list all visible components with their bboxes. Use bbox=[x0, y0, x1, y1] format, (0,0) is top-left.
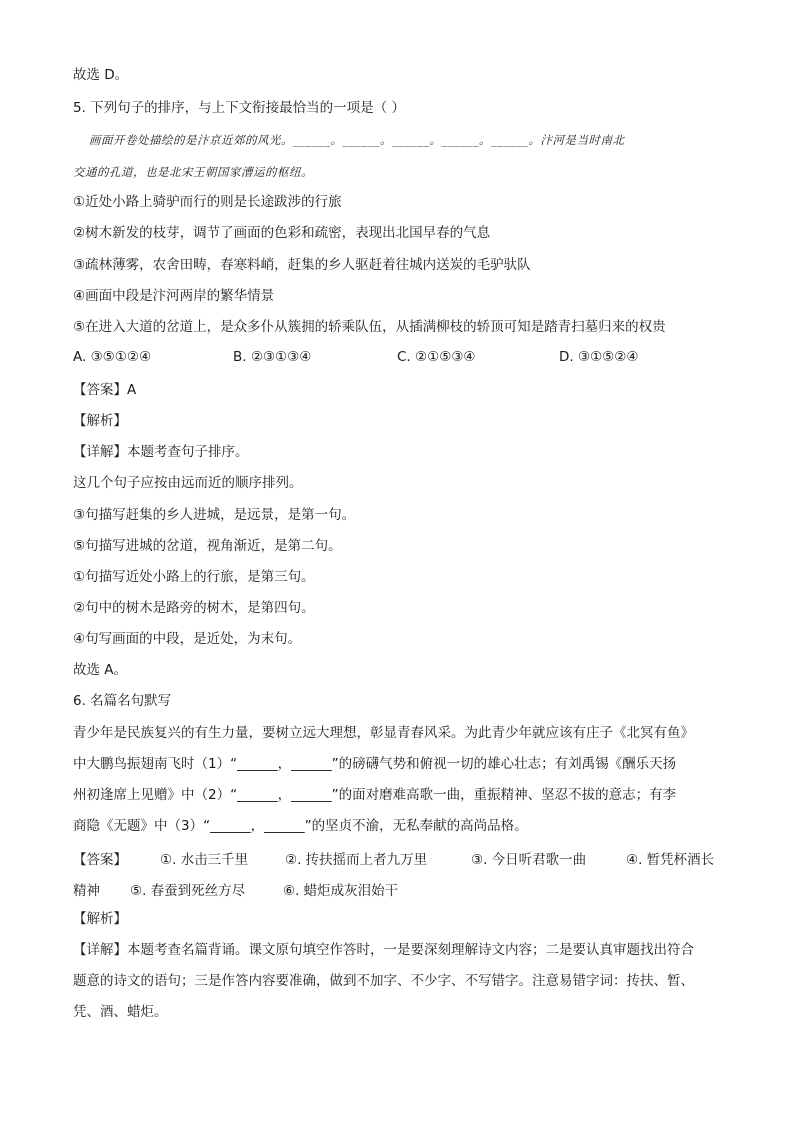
sentence-4: ④画面中段是汴河两岸的繁华情景 bbox=[73, 288, 275, 304]
sentence-2: ②树木新发的枝芽，调节了画面的色彩和疏密，表现出北国早春的气息 bbox=[73, 225, 491, 241]
detail-text: 故选 A。 bbox=[73, 662, 128, 678]
detail-text: 题意的诗文的语句；三是作答内容要准确，做到不加字、不少字、不写错字。注意易错字词：抟扶、暂、 bbox=[73, 973, 694, 989]
option-b: B. ②③①③④ bbox=[233, 349, 312, 365]
detail-text: 凭、酒、蜡炬。 bbox=[73, 1004, 168, 1020]
answer-item: 精神 bbox=[73, 883, 100, 899]
passage-quote: 画面开卷处描绘的是汴京近郊的风光。______。______。______。______。______。汴河是当时南北 bbox=[89, 133, 625, 147]
answer-label: 【答案】 bbox=[73, 852, 127, 868]
analysis-label: 【解析】 bbox=[73, 413, 127, 429]
detail-text: ②句中的树木是路旁的树木，是第四句。 bbox=[73, 600, 315, 616]
sentence-1: ①近处小路上骑驴而行的则是长途跋涉的行旅 bbox=[73, 194, 342, 210]
option-c: C. ②①⑤③④ bbox=[397, 349, 476, 365]
question-6-text: 州初逢席上见赠》中（2）“______，______”的面对磨难高歌一曲，重振精神、坚忍不拔的意志；有李 bbox=[73, 787, 677, 803]
detail-text: ③句描写赶集的乡人进城，是远景，是第一句。 bbox=[73, 507, 356, 523]
question-6-text: 中大鹏鸟振翅南飞时（1）“______，______”的磅礴气势和俯视一切的雄心壮志；有刘禹锡《酬乐天扬 bbox=[73, 756, 677, 772]
question-6-text: 商隐《无题》中（3）“______，______”的坚贞不渝，无私奉献的高尚品格。 bbox=[73, 818, 528, 834]
question-5-title: 5. 下列句子的排序，与上下文衔接最恰当的一项是（ ） bbox=[73, 100, 405, 116]
detail-text: ①句描写近处小路上的行旅，是第三句。 bbox=[73, 569, 315, 585]
sentence-5: ⑤在进入大道的岔道上，是众多仆从簇拥的轿乘队伍，从插满柳枝的轿顶可知是踏青扫墓归来的权贵 bbox=[73, 319, 666, 335]
passage-quote: 交通的孔道，也是北宋王朝国家漕运的枢纽。 bbox=[73, 165, 313, 179]
answer-item: ⑥. 蜡炬成灰泪始干 bbox=[283, 883, 399, 899]
detail-text: 【详解】本题考查名篇背诵。课文原句填空作答时，一是要深刻理解诗文内容；二是要认真审题找出符合 bbox=[73, 942, 694, 958]
detail-text: ⑤句描写进城的岔道，视角渐近，是第二句。 bbox=[73, 538, 342, 554]
analysis-label: 【解析】 bbox=[73, 911, 127, 927]
answer-item: ⑤. 春蚕到死丝方尽 bbox=[130, 883, 246, 899]
detail-text: ④句写画面的中段，是近处，为末句。 bbox=[73, 631, 302, 647]
text-line: 故选 D。 bbox=[73, 67, 129, 83]
question-6-title: 6. 名篇名句默写 bbox=[73, 693, 172, 709]
answer-item: ④. 暂凭杯酒长 bbox=[626, 852, 715, 868]
question-6-text: 青少年是民族复兴的有生力量，要树立远大理想，彰显青春风采。为此青少年就应该有庄子《北冥有鱼》 bbox=[73, 725, 694, 741]
option-d: D. ③①⑤②④ bbox=[559, 349, 639, 365]
detail-text: 【详解】本题考查句子排序。 bbox=[73, 444, 249, 460]
sentence-3: ③疏林薄雾，农舍田畴，春寒料峭，赶集的乡人驱赶着往城内送炭的毛驴驮队 bbox=[73, 257, 531, 273]
answer-item: ③. 今日听君歌一曲 bbox=[471, 852, 587, 868]
answer-label: 【答案】A bbox=[73, 382, 137, 398]
detail-text: 这几个句子应按由远而近的顺序排列。 bbox=[73, 475, 303, 491]
option-a: A. ③⑤①②④ bbox=[73, 349, 152, 365]
answer-item: ②. 抟扶摇而上者九万里 bbox=[285, 852, 428, 868]
answer-item: ①. 水击三千里 bbox=[160, 852, 249, 868]
